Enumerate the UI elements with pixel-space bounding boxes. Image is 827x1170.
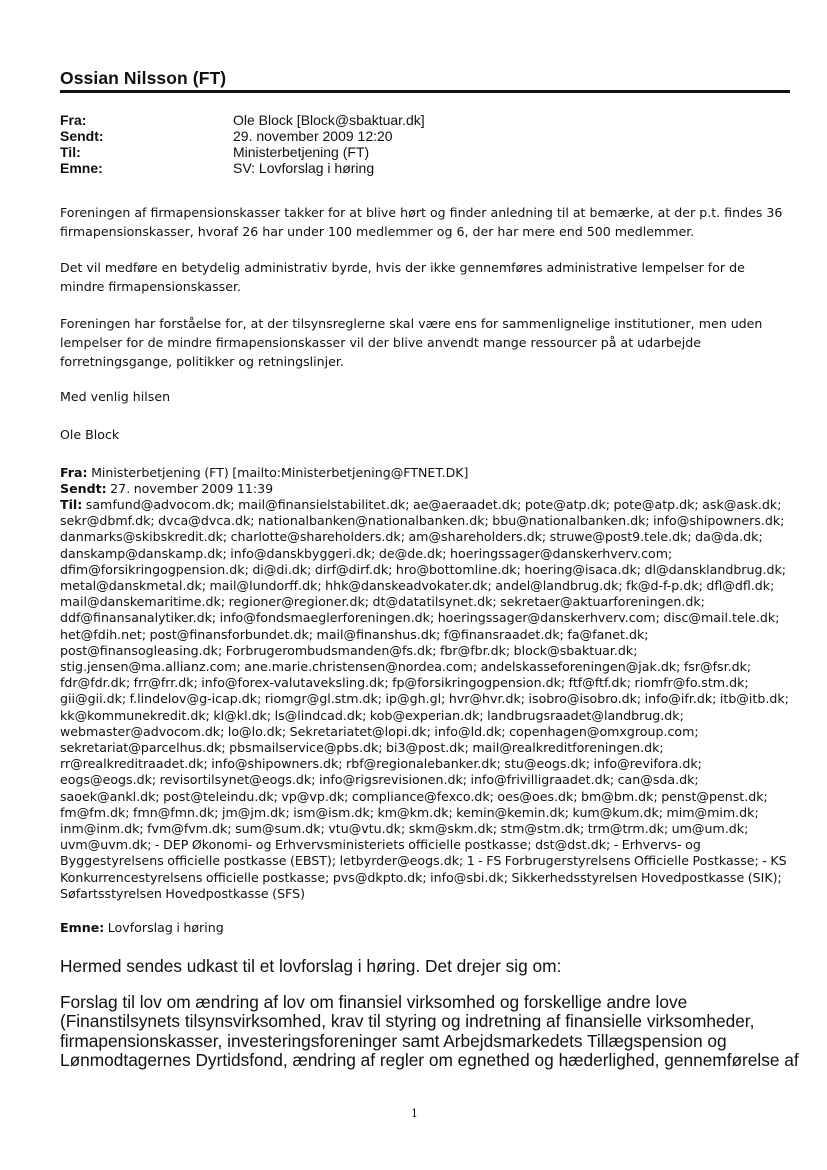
header-from-label: Fra: bbox=[60, 112, 87, 128]
header-from-value: Ole Block [Block@sbaktuar.dk] bbox=[233, 112, 425, 128]
header-sent-label: Sendt: bbox=[60, 128, 104, 144]
forwarded-recipients bbox=[60, 497, 790, 902]
forwarded-sent-label: Sendt: bbox=[60, 481, 107, 496]
forwarded-from-value: Ministerbetjening (FT) [mailto:Ministerbetjening@FTNET.DK] bbox=[91, 465, 469, 480]
forwarded-from-label: Fra: bbox=[60, 465, 88, 480]
proposal-intro: Hermed sendes udkast til et lovforslag i høring. Det drejer sig om: bbox=[60, 956, 562, 976]
forwarded-to-value: samfund@advocom.dk; mail@finansielstabilitet.dk; ae@aeraadet.dk; pote@atp.dk; pote@atp.dk; ask@ask.dk; sekr@dbmf.dk; dvca@dvca.dk; nationalbanken@nationalbanken.dk; bbu@nationalbanken.dk; info@shipowners.dk; danmarks@skibskredit.dk; charlotte@shareholders.dk; am@shareholders.dk; struwe@post9.tele.dk; da@da.dk; danskamp@danskamp.dk; info@danskbyggeri.dk; de@de.dk; hoeringssager@danskerhverv.com; dfim@forsikringogpension.dk; di@di.dk; dirf@dirf.dk; hro@bottomline.dk; hoering@isaca.dk; dl@dansklandbrug.dk; metal@danskmetal.dk; mail@lundorff.dk; hhk@danskeadvokater.dk; andel@landbrug.dk; fk@d-f-p.dk; dfl@dfl.dk; mail@danskemaritime.dk; regioner@regioner.dk; dt@datatilsynet.dk; sekretaer@aktuarforeningen.dk; ddf@finansanalytiker.dk; info@fondsmaeglerforeningen.dk; hoeringssager@danskerhverv.com; disc@mail.tele.dk; het@fdih.net; post@finansforbundet.dk; mail@finanshus.dk; f@finansraadet.dk; fa@fanet.dk; post@finansogleasing.dk; Forbrugerombudsmanden@fs.dk; fbr@fbr.dk; block@sbaktuar.dk; stig.jensen@ma.allianz.com; ane.marie.christensen@nordea.com; andelskasseforeningen@jak.dk; fsr@fsr.dk; fdr@fdr.dk; frr@frr.dk; info@forex-valutaveksling.dk; fp@forsikringogpension.dk; ftf@ftf.dk; riomfr@fo.stm.dk; gii@gii.dk; f.lindelov@g-icap.dk; riomgr@gl.stm.dk; ip@gh.gl; hvr@hvr.dk; isobro@isobro.dk; info@ifr.dk; itb@itb.dk; kk@kommunekredit.dk; kl@kl.dk; ls@lindcad.dk; kob@experian.dk; landbrugsraadet@landbrug.dk; webmaster@advocom.dk; lo@lo.dk; Sekretariatet@lopi.dk; info@ld.dk; copenhagen@omxgroup.com; sekretariat@parcelhus.dk; pbsmailservice@pbs.dk; bi3@post.dk; mail@realkreditforeningen.dk; rr@realkreditraadet.dk; info@shipowners.dk; rbf@regionalebanker.dk; stu@eogs.dk; info@revifora.dk; eogs@eogs.dk; revisortilsynet@eogs.dk; info@rigsrevisionen.dk; info@frivilligraadet.dk; can@sda.dk; saoek@ankl.dk; post@teleindu.dk; vp@vp.dk; compliance@fexco.dk; oes@oes.dk; bm@bm.dk; penst@penst.dk; fm@fm.dk; fmn@fmn.dk; jm@jm.dk; ism@ism.dk; km@km.dk; kemin@kemin.dk; kum@kum.dk; mim@mim.dk; inm@inm.dk; fvm@fvm.dk; sum@sum.dk; vtu@vtu.dk; skm@skm.dk; stm@stm.dk; trm@trm.dk; um@um.dk; uvm@uvm.dk; - DEP Økonomi- og Erhvervsministeriets officielle postkasse; dst@dst.dk; - Erhvervs- og Byggestyrelsens officielle postkasse (EBST); letbyrder@eogs.dk; 1 - FS Forbrugerstyrelsens Officielle Postkasse; - KS Konkurrencestyrelsens officielle postkasse; pvs@dkpto.dk; info@sbi.dk; Sikkerhedsstyrelsen Hovedpostkasse (SIK); Søfartsstyrelsen Hovedpostkasse (SFS) bbox=[60, 497, 789, 901]
body-paragraph-1: Foreningen af firmapensionskasser takker for at blive hørt og finder anledning til at bemærke, at der p.t. findes 36 firmapensionskasser, hvoraf 26 har under 100 medlemmer og 6, der har mere end 500 medlemmer. bbox=[60, 205, 783, 239]
greeting: Med venlig hilsen bbox=[60, 389, 171, 404]
mailbox-owner-name: Ossian Nilsson (FT) bbox=[60, 68, 227, 88]
header-to-value: Ministerbetjening (FT) bbox=[233, 144, 370, 160]
forwarded-subject-line bbox=[60, 920, 790, 936]
forwarded-sent-value: 27. november 2009 11:39 bbox=[110, 481, 274, 496]
header-to-label: Til: bbox=[60, 144, 81, 160]
header-subject-label: Emne: bbox=[60, 160, 103, 176]
forwarded-subject-value: Lovforslag i høring bbox=[107, 920, 224, 935]
signature: Ole Block bbox=[60, 427, 120, 442]
proposal-text: Forslag til lov om ændring af lov om finansiel virksomhed og forskellige andre love (Finanstilsynets tilsynsvirksomhed, krav til styring og indretning af finansielle virksomheder, firmapensionskasser, investeringsforeninger samt Arbejdsmarkedets Tillægspension og Lønmodtagernes Dyrtidsfond, ændring af regler om egnethed og hæderlighed, gennemførelse af bbox=[60, 992, 799, 1071]
header-divider bbox=[60, 90, 790, 93]
page-number: 1 bbox=[411, 1107, 418, 1120]
header-subject-value: SV: Lovforslag i høring bbox=[233, 160, 375, 176]
header-sent-value: 29. november 2009 12:20 bbox=[233, 128, 393, 144]
forwarded-subject-label: Emne: bbox=[60, 920, 105, 935]
forwarded-sent-line bbox=[60, 481, 790, 497]
forwarded-from-line bbox=[60, 465, 790, 481]
body-paragraph-3: Foreningen har forståelse for, at der tilsynsreglerne skal være ens for sammenlignelige institutioner, men uden lempelser for de mindre firmapensionskasser vil der blive anvendt mange ressourcer på at udarbejde forretningsgange, politikker og retningslinjer. bbox=[60, 316, 763, 369]
forwarded-to-label: Til: bbox=[60, 497, 83, 512]
body-paragraph-2: Det vil medføre en betydelig administrativ byrde, hvis der ikke gennemføres administrative lempelser for de mindre firmapensionskasser. bbox=[60, 260, 745, 294]
